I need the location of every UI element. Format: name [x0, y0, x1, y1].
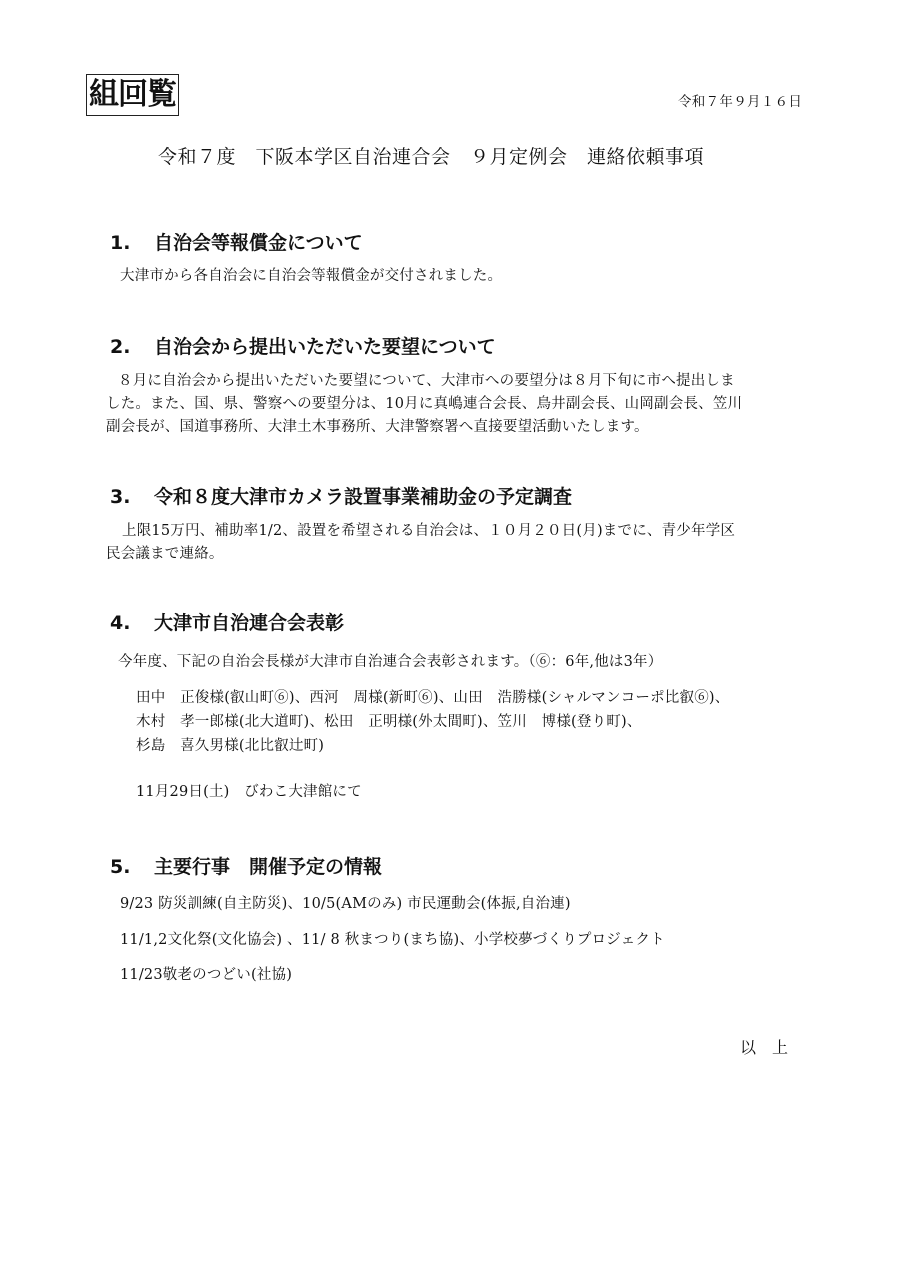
closing-mark: 以 上 [740, 1038, 789, 1057]
section-5-line-1: 9/23 防災訓練(自主防災)、10/5(AMのみ) 市民運動会(体振,自治連) [120, 896, 571, 912]
document-title: 令和７度 下阪本学区自治連合会 ９月定例会 連絡依頼事項 [158, 146, 705, 168]
section-2-line-2: した。また、国、県、警察への要望分は、10月に真嶋連合会長、鳥井副会長、山岡副会長、笠川 [106, 396, 743, 412]
section-1-title: 自治会等報償金について [154, 232, 363, 254]
section-4-line-1: 今年度、下記の自治会長様が大津市自治連合会表彰されます。（⑥：6年,他は3年） [118, 654, 663, 670]
section-2-title: 自治会から提出いただいた要望について [154, 336, 496, 358]
section-4-awardee-line-2: 木村 孝一郎様(北大道町)、松田 正明様(外太間町)、笠川 博様(登り町)、 [136, 714, 642, 730]
section-2-number: 2. [110, 336, 131, 358]
section-2-line-1: ８月に自治会から提出いただいた要望について、大津市への要望分は８月下旬に市へ提出しま [118, 373, 735, 389]
section-1-number: 1. [110, 232, 131, 254]
circulation-badge: 組回覧 [86, 74, 179, 116]
section-4-awardee-line-3: 杉島 喜久男様(北比叡辻町) [136, 738, 325, 754]
section-4-awardee-line-1: 田中 正俊様(叡山町⑥)、西河 周様(新町⑥)、山田 浩勝様(シャルマンコーポ比叡⑥)、 [136, 690, 730, 706]
section-3-title: 令和８度大津市カメラ設置事業補助金の予定調査 [154, 486, 573, 508]
section-4-title: 大津市自治連合会表彰 [154, 612, 345, 634]
section-4-number: 4. [110, 612, 131, 634]
section-3-heading [110, 482, 572, 509]
section-3-line-1: 上限15万円、補助率1/2、設置を希望される自治会は、１０月２０日(月)までに、青少年学区 [122, 523, 736, 539]
section-2-line-3: 副会長が、国道事務所、大津土木事務所、大津警察署へ直接要望活動いたします。 [106, 419, 649, 435]
section-5-heading [110, 852, 382, 879]
section-2-heading [110, 332, 496, 359]
document-date: 令和７年９月１６日 [678, 94, 803, 110]
section-1-heading [110, 228, 363, 255]
section-1-line-1: 大津市から各自治会に自治会等報償金が交付されました。 [120, 268, 503, 284]
section-3-line-2: 民会議まで連絡。 [106, 546, 224, 562]
section-4-ceremony-line: 11月29日(土) びわこ大津館にて [136, 784, 362, 800]
section-5-number: 5. [110, 856, 131, 878]
section-5-line-3: 11/23敬老のつどい(社協) [120, 967, 293, 983]
section-3-number: 3. [110, 486, 131, 508]
section-5-title: 主要行事 開催予定の情報 [154, 856, 383, 878]
section-5-line-2: 11/1,2文化祭(文化協会) 、11/ 8 秋まつり(まち協)、小学校夢づくりプロジェクト [120, 932, 665, 948]
section-4-heading [110, 608, 344, 635]
